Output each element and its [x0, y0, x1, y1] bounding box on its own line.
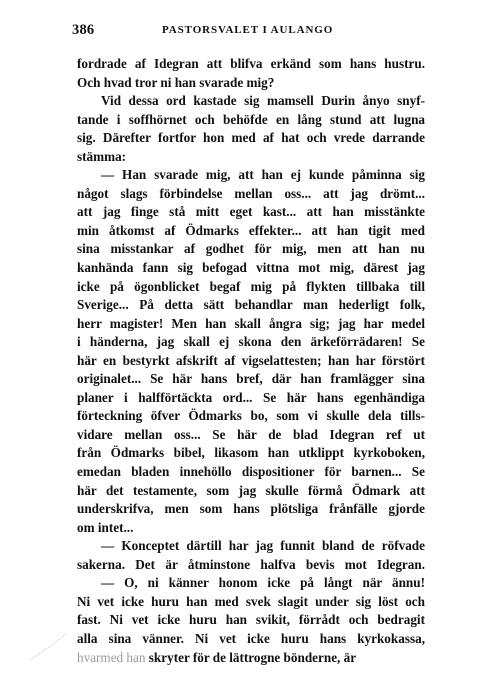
text-line: fordrade af Idegran att blifva erkänd som hans hustru.: [77, 56, 425, 71]
text-line: — Han svarade mig, att han ej kunde påminna sig: [101, 167, 425, 183]
text-line: — O, ni känner honom icke på långt när ännu!: [101, 575, 425, 591]
text-line: om intet...: [77, 519, 134, 535]
text-line: emedan bladen innehöllo dispositioner för barnen... Se: [77, 464, 425, 480]
text-line: Ni vet icke huru han med svek slagit under sig löst och: [77, 593, 425, 609]
body-text: [77, 55, 425, 667]
text-line: planer i halfförtäckta ord... Se här hans egenhändiga: [77, 389, 425, 405]
page-edge-mark: [28, 632, 68, 662]
text-line: originalet... Se här hans bref, där han framlägger sina: [77, 371, 425, 387]
text-line: tande i soffhörnet och behöfde en lång stund att lugna: [77, 111, 425, 127]
text-line: här en bestyrkt afskrift af vigselattesten; han har förstört: [77, 352, 425, 368]
text-line: vidare mellan oss... Se här de blad Idegran ref ut: [77, 426, 425, 442]
text-line: sina misstankar af godhet för mig, men att han nu: [77, 241, 425, 257]
text-line: sakerna. Det är åtminstone halfva bevis mot Idegran.: [77, 556, 425, 572]
text-line: kanhända fann sig befogad vittna mot mig, därest jag: [77, 260, 425, 276]
text-line: stämma:: [77, 148, 127, 164]
page-header: [72, 22, 426, 42]
faded-text: hvarmed han: [77, 649, 146, 665]
running-title: PASTORSVALET I AULANGO: [162, 24, 334, 36]
text-line-final: [77, 649, 425, 668]
text-line: underskrifva, men som hans plötsliga frånfälle gjorde: [77, 501, 425, 517]
text-line: fast. Ni vet icke huru han svikit, förrådt och bedragit: [77, 612, 425, 628]
text-line: — Konceptet därtill har jag funnit bland de röfvade: [101, 538, 425, 554]
text-line: något slags förbindelse mellan oss... att jag drömt...: [77, 185, 425, 201]
text-line: Vid dessa ord kastade sig mamsell Durin ånyo snyf-: [101, 93, 425, 109]
page-number: 386: [72, 22, 95, 38]
text-line: att jag finge stå mitt eget kast... att han misstänkte: [77, 204, 425, 220]
final-line-text: skryter för de lättrogne bönderne, är: [145, 649, 357, 665]
text-line: herr magister! Men han skall ångra sig; jag har medel: [77, 315, 425, 331]
text-line: förteckning öfver Ödmarks bo, som vi skulle dela tills-: [77, 408, 425, 424]
text-line: i händerna, jag skall ej skona den ärkeförrädaren! Se: [77, 334, 425, 350]
text-line: sig. Därefter fortfor hon med af hat och vrede darrande: [77, 130, 425, 146]
text-line: Och hvad tror ni han svarade mig?: [77, 74, 275, 90]
text-line: från Ödmarks bibel, likasom han utklippt kyrkoboken,: [77, 445, 425, 461]
text-line: alla sina vänner. Ni vet icke huru hans kyrkokassa,: [77, 630, 425, 646]
text-line: icke på ögonblicket begaf mig på flykten tillbaka till: [77, 278, 425, 294]
text-line: Sverige... På detta sätt behandlar man hederligt folk,: [77, 297, 425, 313]
text-line: här det testamente, som jag skulle förmå Ödmark att: [77, 482, 425, 498]
text-line: min åtkomst af Ödmarks effekter... att han tigit med: [77, 222, 425, 238]
